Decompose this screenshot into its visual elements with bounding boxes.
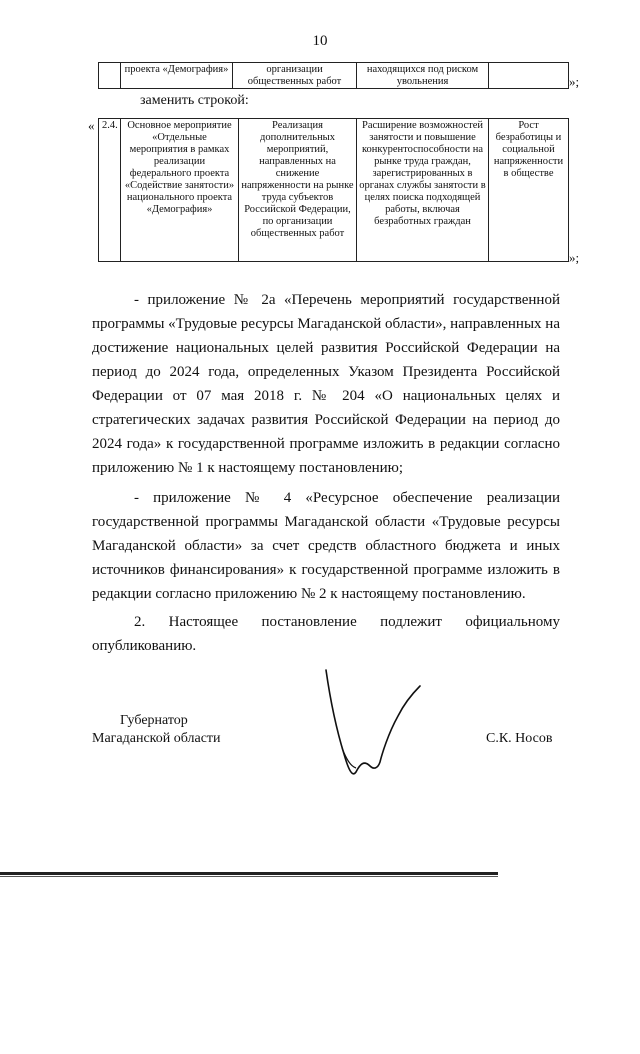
table-cell: Рост безработицы и социальной напряженности в обществе	[489, 119, 569, 262]
table-cell: организации общественных работ	[233, 63, 357, 89]
page-number: 10	[312, 33, 328, 49]
table-row	[99, 63, 569, 89]
closing-quote: »;	[569, 74, 580, 89]
table-cell: находящихся под риском увольнения	[357, 63, 489, 89]
previous-table-row	[98, 62, 569, 89]
table-cell: Расширение возможностей занятости и повышение конкурентоспособности на рынке труда граждан, зарегистрированных в органах службы занятости в целях поиска подходящей работы, включая безработных граждан	[357, 119, 489, 262]
signatory-name: С.К. Носов	[486, 731, 553, 746]
signatory-title: Губернатор	[120, 713, 188, 728]
footer-divider	[0, 872, 498, 875]
row-number-cell: 2.4.	[99, 119, 121, 262]
footer-divider-thin	[0, 876, 498, 877]
replace-label: заменить строкой:	[140, 93, 249, 108]
table-cell: проекта «Демография»	[121, 63, 233, 89]
paragraph-publication: 2. Настоящее постановление подлежит официальному опубликованию.	[92, 614, 560, 654]
replacement-table-row	[98, 118, 569, 262]
opening-quote: «	[88, 118, 95, 133]
table-cell: Реализация дополнительных мероприятий, направленных на снижение напряженности на рынке труда субъектов Российской Федерации, по организации общественных работ	[239, 119, 357, 262]
handwritten-signature	[312, 668, 432, 788]
table-cell	[489, 63, 569, 89]
table-cell: Основное мероприятие «Отдельные мероприятия в рамках реализации федерального проекта «Содействие занятости» национального проекта «Демография»	[121, 119, 239, 262]
signatory-region: Магаданской области	[92, 731, 221, 746]
table-row	[99, 119, 569, 262]
closing-quote: »;	[569, 250, 580, 265]
table-cell	[99, 63, 121, 89]
paragraph-appendix-2a: - приложение № 2а «Перечень мероприятий государственной программы «Трудовые ресурсы Магаданской области», направленных на достижение национальных целей развития Российской Федерации на период до 2024 года, определенных Указом Президента Российской Федерации от 07 мая 2018 г. № 204 «О национальных целях и стратегических задачах развития Российской Федерации на период до 2024 года» к государственной программе изложить в редакции согласно приложению № 1 к настоящему постановлению;	[92, 292, 560, 476]
paragraph-appendix-4: - приложение № 4 «Ресурсное обеспечение реализации государственной программы Магаданской области «Трудовые ресурсы Магаданской области» за счет средств областного бюджета и иных источников финансирования» к государственной программе изложить в редакции согласно приложению № 2 к настоящему постановлению.	[92, 490, 560, 602]
